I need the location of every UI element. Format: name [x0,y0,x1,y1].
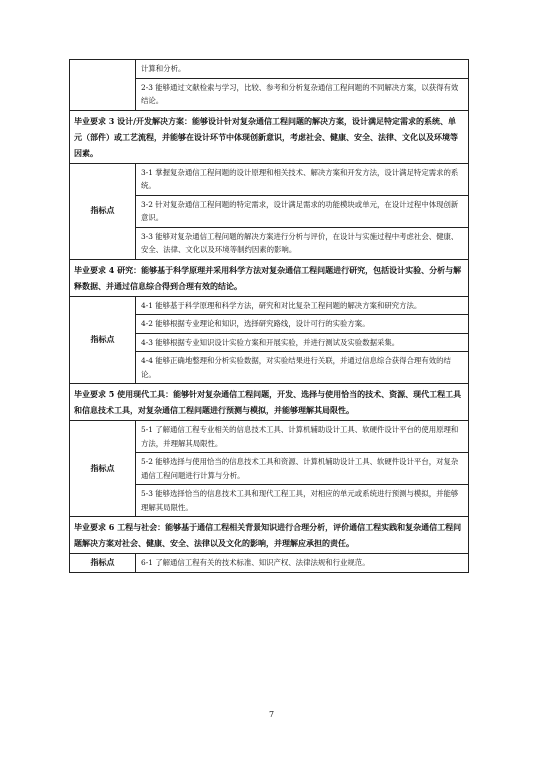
indicator-label: 指标点 [70,163,136,259]
requirement-3: 毕业要求 3 设计/开发解决方案：能够设计针对复杂通信工程问题的解决方案，设计满足特定需求的系统、单元（部件）或工艺流程，并能够在设计环节中体现创新意识，考虑社会、健康、安全、法律、文化以及环境等因素。 [70,110,469,163]
indicator-3-2: 3-2 针对复杂通信工程问题的特定需求，设计满足需求的功能模块或单元，在设计过程中体现创新意识。 [136,195,469,227]
indicator-3-1: 3-1 掌握复杂通信工程问题的设计原理和相关技术、解决方案和开发方法，设计满足特定需求的系统。 [136,163,469,195]
indicator-4-2: 4-2 能够根据专业理论和知识，选择研究路线，设计可行的实验方案。 [136,315,469,334]
empty-label-cell [70,60,136,111]
indicator-5-1: 5-1 了解通信工程专业相关的信息技术工具、计算机辅助设计工具、软硬件设计平台的使用原理和方法，并理解其局限性。 [136,421,469,453]
table-row [70,60,469,79]
requirements-table [69,59,469,573]
requirement-6: 毕业要求 6 工程与社会：能够基于通信工程相关背景知识进行合理分析，评价通信工程实践和复杂通信工程问题解决方案对社会、健康、安全、法律以及文化的影响，并理解应承担的责任。 [70,517,469,554]
indicator-3-3: 3-3 能够对复杂通信工程问题的解决方案进行分析与评价，在设计与实施过程中考虑社会、健康、安全、法律、文化以及环境等制约因素的影响。 [136,227,469,259]
table-row [70,554,469,573]
indicator-2-3: 2-3 能够通过文献检索与学习，比较、参考和分析复杂通信工程问题的不同解决方案，以获得有效结论。 [136,78,469,110]
table-row [70,384,469,421]
table-row [70,259,469,296]
table-row [70,296,469,315]
table-row [70,163,469,195]
indicator-label: 指标点 [70,296,136,384]
requirement-4: 毕业要求 4 研究：能够基于科学原理并采用科学方法对复杂通信工程问题进行研究，包括设计实验、分析与解释数据、并通过信息综合得到合理有效的结论。 [70,259,469,296]
indicator-label: 指标点 [70,421,136,517]
table-row [70,421,469,453]
page-number: 7 [268,710,275,719]
table-row [70,110,469,163]
indicator-text: 计算和分析。 [136,60,469,79]
indicator-6-1: 6-1 了解通信工程有关的技术标准、知识产权、法律法规和行业规范。 [136,554,469,573]
indicator-4-1: 4-1 能够基于科学原理和科学方法，研究和对比复杂工程问题的解决方案和研究方法。 [136,296,469,315]
indicator-5-3: 5-3 能够选择恰当的信息技术工具和现代工程工具，对相应的单元或系统进行预测与模拟，并能够理解其局限性。 [136,485,469,517]
table-row [70,517,469,554]
indicator-4-4: 4-4 能够正确地整理和分析实验数据，对实验结果进行关联，并通过信息综合获得合理有效的结论。 [136,352,469,384]
indicator-label: 指标点 [70,554,136,573]
requirement-5: 毕业要求 5 使用现代工具：能够针对复杂通信工程问题，开发、选择与使用恰当的技术、资源、现代工程工具和信息技术工具，对复杂通信工程问题进行预测与模拟，并能够理解其局限性。 [70,384,469,421]
indicator-4-3: 4-3 能够根据专业知识设计实验方案和开展实验，并进行测试及实验数据采集。 [136,333,469,352]
indicator-5-2: 5-2 能够选择与使用恰当的信息技术工具和资源、计算机辅助设计工具、软硬件设计平台，对复杂通信工程问题进行计算与分析。 [136,453,469,485]
